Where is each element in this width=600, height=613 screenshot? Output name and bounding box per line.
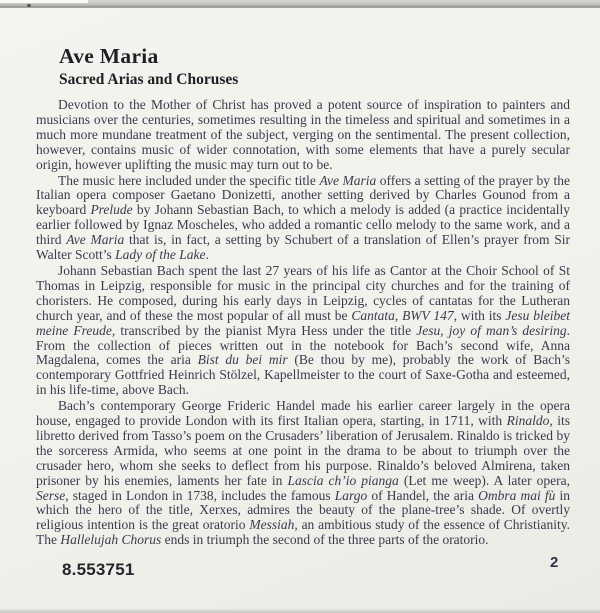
italic-text-segment: Bist du bei mir bbox=[197, 352, 288, 368]
italic-text-segment: Ombra mai fù bbox=[478, 487, 556, 503]
text-segment: Bach’s contemporary George Frideric Handel made his earlier career largely in the opera house, engaged to provide London with its first Italian opera, starting, in 1711, with bbox=[36, 398, 570, 429]
italic-text-segment: Hallelujah Chorus bbox=[60, 532, 162, 548]
scan-white-sliver bbox=[0, 0, 88, 3]
italic-text-segment: Ave Maria bbox=[319, 172, 377, 188]
text-segment: ends in triumph the second of the three parts of the oratorio. bbox=[161, 532, 489, 548]
text-segment: of Handel, the aria bbox=[367, 487, 479, 503]
booklet-page bbox=[36, 44, 570, 548]
scan-speck bbox=[27, 4, 31, 7]
italic-text-segment: Messiah bbox=[249, 517, 295, 533]
catalog-number: 8.553751 bbox=[62, 560, 135, 579]
paragraph bbox=[36, 174, 570, 263]
liner-notes-text bbox=[36, 98, 570, 548]
italic-text-segment: Cantata, BWV 147 bbox=[351, 307, 454, 323]
scan-edge-bottom bbox=[0, 609, 600, 613]
italic-text-segment: Lascia ch’io pianga bbox=[287, 472, 399, 488]
italic-text-segment: Jesu bleibet meine Freude bbox=[36, 307, 570, 338]
page-subtitle: Sacred Arias and Choruses bbox=[59, 71, 239, 88]
paragraph bbox=[36, 399, 570, 548]
italic-text-segment: Lady of the Lake bbox=[115, 247, 206, 263]
text-segment: (Be thou by me), probably the work of Bach’s contemporary Gottfried Heinrich Stölzel, Kapellmeister to the court of Saxe-Gotha and esteemed, in his life-time, above Bach. bbox=[36, 352, 571, 398]
page-number: 2 bbox=[550, 554, 559, 571]
italic-text-segment: Prelude bbox=[90, 202, 133, 218]
scan-edge-top bbox=[0, 0, 600, 8]
text-segment: . From the collection of pieces written out in the notebook for Bach’s second wife, Anna Magdalena, comes the aria bbox=[36, 322, 570, 368]
text-segment: The music here included under the specific title bbox=[58, 172, 320, 188]
text-segment: , its libretto derived from Tasso’s poem on the Crusaders’ liberation of Jerusalem. Rinaldo is tricked by the sorceress Armida, who seems at one point in the drama to be about to triumph over the crusader hero, whom she seeks to deflect from his purpose. Rinaldo’s beloved Almirena, taken prisoner by his enemies, laments her fate in bbox=[36, 413, 570, 488]
italic-text-segment: Ave Maria bbox=[66, 232, 125, 248]
text-segment: Devotion to the Mother of Christ has proved a potent source of inspiration to painters and musicians over the centuries, sometimes resulting in the timeless and spiritual and sometimes in a much more mundane treatment of the subject, verging on the sentimental. The present collection, however, contains music of wider connotation, with some elements that have a purely secular origin, however uplifting the music may turn out to be. bbox=[36, 97, 570, 172]
text-segment: offers a setting of the prayer by the Italian opera composer Gaetano Donizetti, another setting derived by Charles Gounod from a keyboard bbox=[36, 172, 570, 218]
page-title: Ave Maria bbox=[59, 44, 159, 68]
text-segment: in which the hero of the title, Xerxes, admires the beauty of the plane-tree’s shade. Of overtly religious intention is the great oratorio bbox=[36, 487, 570, 533]
text-segment: , an ambitious study of the essence of Christianity. The bbox=[36, 517, 571, 548]
text-segment: that is, in fact, a setting by Schubert of a translation of Ellen’s prayer from Sir Walter Scott’s bbox=[36, 232, 570, 263]
paragraph bbox=[36, 98, 570, 173]
italic-text-segment: Serse bbox=[36, 487, 66, 503]
paragraph bbox=[36, 264, 570, 398]
text-segment: , transcribed by the pianist Myra Hess under the title bbox=[111, 322, 417, 338]
text-segment: Johann Sebastian Bach spent the last 27 years of his life as Cantor at the Choir School of St Thomas in Leipzig, responsible for music in the principal city churches and for the training of choristers. He composed, during his early days in Leipzig, cycles of cantatas for the Lutheran church year, and of these the most popular of all must be bbox=[36, 262, 570, 323]
italic-text-segment: Largo bbox=[334, 487, 368, 503]
text-segment: by Johann Sebastian Bach, to which a melody is added (a practice incidentally earlier followed by Ignaz Moscheles, who added a romantic cello melody to the same work, and a third bbox=[36, 202, 571, 248]
text-segment: , with its bbox=[453, 307, 506, 323]
text-segment: . bbox=[205, 247, 209, 263]
text-segment: (Let me weep). A later opera, bbox=[398, 472, 570, 488]
italic-text-segment: Rinaldo bbox=[506, 413, 550, 429]
text-segment: , staged in London in 1738, includes the famous bbox=[65, 487, 335, 503]
italic-text-segment: Jesu, joy of man’s desiring bbox=[416, 322, 567, 338]
